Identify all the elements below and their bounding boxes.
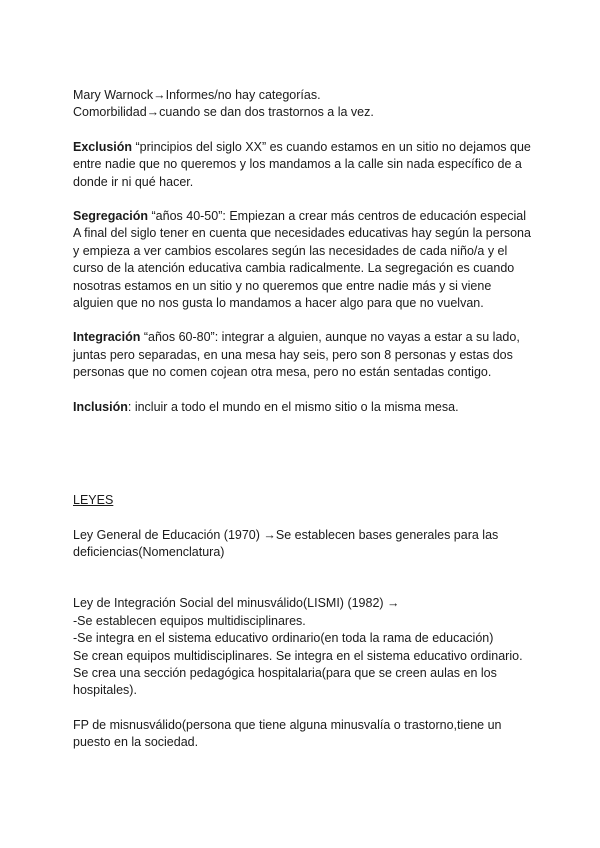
lismi-item-integra: -Se integra en el sistema educativo ordinario(en toda la rama de educación) — [73, 631, 494, 646]
ley-general-educacion: Ley General de Educación (1970) →Se establecen bases generales para las deficiencias(Nomenclatura) — [73, 527, 499, 559]
segregacion-term: Segregación — [73, 209, 149, 224]
exclusion-text: “principios del siglo XX” es cuando estamos en un sitio no dejamos que entre nadie que no queremos y los mandamos a la calle sin nada específico de a donde ir ni qué hacer. — [73, 139, 531, 189]
integracion-paragraph — [73, 329, 533, 381]
exclusion-paragraph — [73, 139, 533, 191]
document-page — [73, 87, 533, 752]
leyes-heading: LEYES — [73, 493, 114, 508]
segregacion-text: “años 40-50”: Empiezan a crear más centros de educación especial A final del siglo tener en cuenta que necesidades educativas hay según la persona y empieza a ver cambios escolares según las necesidades de cada niño/a y el curso de la atención educativa cambia radicalmente. La segregación es cuando nosotras estamos en un sitio y no queremos que entre nadie más y si viene alguien que no nos gusta lo mandamos a hacer algo para que no vuelvan. — [73, 209, 531, 311]
integracion-term: Integración — [73, 330, 141, 345]
lismi-summary: Se crean equipos multidisciplinares. Se integra en el sistema educativo ordinario. Se crea una sección pedagógica hospitalaria(para que se creen aulas en los hospitales). — [73, 648, 523, 698]
lismi-item-equipos: -Se establecen equipos multidisciplinares. — [73, 613, 306, 628]
lismi-title: Ley de Integración Social del minusválido(LISMI) (1982) → — [73, 596, 400, 611]
exclusion-term: Exclusión — [73, 139, 133, 154]
segregacion-paragraph — [73, 208, 533, 312]
intro-line-comorbilidad: Comorbilidad→cuando se dan dos trastornos a la vez. — [73, 105, 374, 120]
integracion-text: “años 60-80”: integrar a alguien, aunque no vayas a estar a su lado, juntas pero separadas, en una mesa hay seis, pero son 8 personas y estas dos personas que no comen cojean otra mesa, pero no están sentadas contigo. — [73, 330, 520, 380]
inclusion-paragraph — [73, 399, 533, 416]
fp-minusvalido: FP de misnusválido(persona que tiene alguna minusvalía o trastorno,tiene un puesto en la sociedad. — [73, 717, 502, 750]
inclusion-term: Inclusión — [73, 399, 128, 414]
inclusion-text: : incluir a todo el mundo en el mismo sitio o la misma mesa. — [127, 399, 459, 414]
intro-line-warnock: Mary Warnock→Informes/no hay categorías. — [73, 88, 321, 102]
